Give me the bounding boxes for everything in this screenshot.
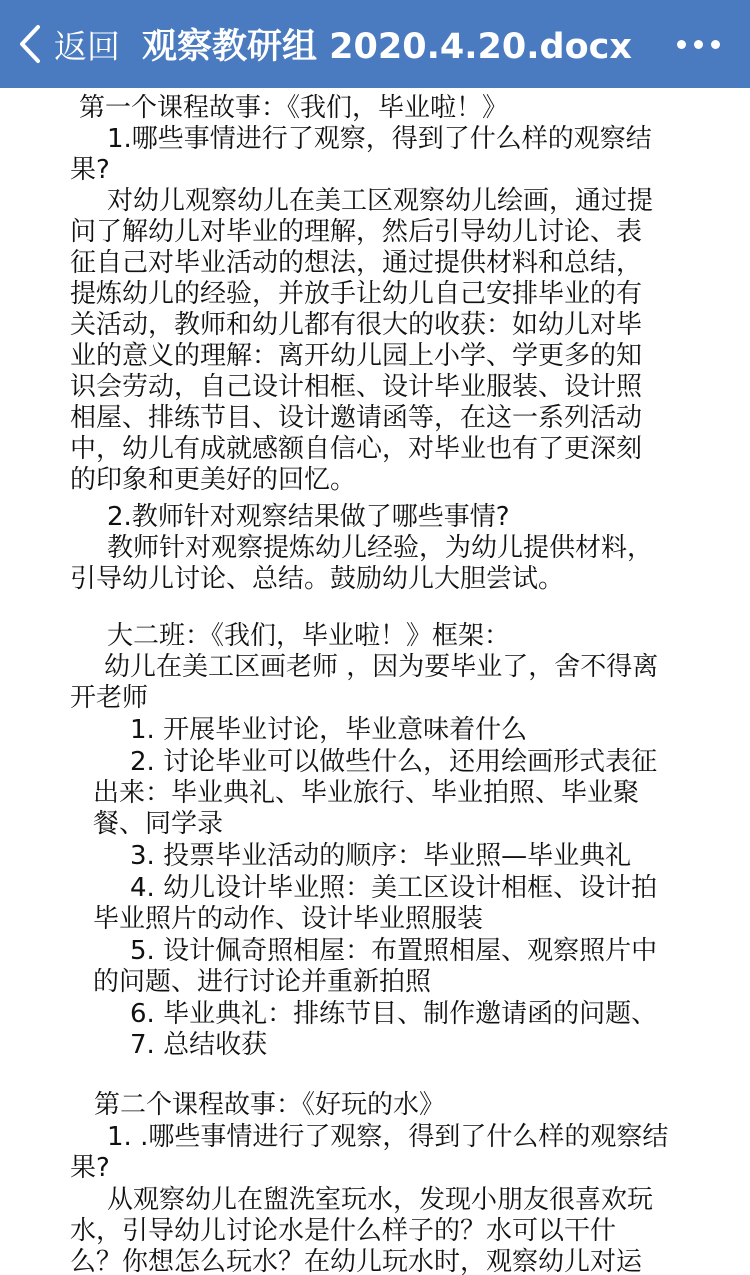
text-line: 对幼儿观察幼儿在美工区观察幼儿绘画，通过提	[107, 186, 654, 216]
text-line: 开老师	[70, 683, 149, 713]
list-item: 6. 毕业典礼：排练节目、制作邀请函的问题、	[130, 999, 658, 1029]
text-line: 相屋、排练节目、设计邀请函等，在这一系列活动	[70, 403, 643, 433]
text-line: 的印象和更美好的回忆。	[70, 465, 357, 495]
chevron-left-icon	[14, 22, 48, 66]
text-line: 幼儿在美工区画老师 ，因为要毕业了，舍不得离	[104, 652, 659, 682]
section-heading: 第一个课程故事：《我们，毕业啦！》	[79, 93, 509, 123]
text-line: 教师针对观察提炼幼儿经验，为幼儿提供材料，	[107, 533, 654, 563]
dot-icon	[694, 40, 703, 49]
text-line: 水，引导幼儿讨论水是什么样子的？水可以干什	[70, 1216, 617, 1246]
text-line: 餐、同学录	[93, 809, 224, 839]
list-item: 4. 幼儿设计毕业照：美工区设计相框、设计拍	[130, 873, 658, 903]
list-item: 1. 开展毕业讨论，毕业意味着什么	[130, 715, 528, 745]
text-line: 关活动，教师和幼儿都有很大的收获：如幼儿对毕	[70, 310, 643, 340]
text-line: 问了解幼儿对毕业的理解，然后引导幼儿讨论、表	[70, 217, 643, 247]
dot-icon	[677, 40, 686, 49]
text-line: 中，幼儿有成就感额自信心，对毕业也有了更深刻	[70, 434, 643, 464]
list-item: 5. 设计佩奇照相屋：布置照相屋、观察照片中	[130, 936, 658, 966]
back-label: 返回	[54, 26, 120, 66]
navigation-bar	[0, 0, 750, 88]
text-line: 出来：毕业典礼、毕业旅行、毕业拍照、毕业聚	[93, 778, 640, 808]
text-line: 从观察幼儿在盥洗室玩水，发现小朋友很喜欢玩	[107, 1185, 654, 1215]
back-button[interactable]	[14, 0, 120, 88]
text-line: 毕业照片的动作、设计毕业照服装	[93, 904, 484, 934]
list-item: 2. 讨论毕业可以做些什么，还用绘画形式表征	[130, 747, 658, 777]
list-item: 3. 投票毕业活动的顺序：毕业照—毕业典礼	[130, 841, 632, 871]
text-line: 的问题、进行讨论并重新拍照	[93, 967, 432, 997]
question-line: 1. .哪些事情进行了观察，得到了什么样的观察结	[107, 1122, 669, 1152]
text-line: 么？你想怎么玩水？在幼儿玩水时，观察幼儿对运	[70, 1247, 643, 1275]
text-line: 果?	[70, 155, 110, 185]
more-options-button[interactable]	[669, 0, 720, 88]
question-line: 1.哪些事情进行了观察，得到了什么样的观察结	[107, 124, 652, 154]
section-heading: 第二个课程故事：《好玩的水》	[94, 1090, 446, 1120]
text-line: 提炼幼儿的经验，并放手让幼儿自己安排毕业的有	[70, 279, 643, 309]
document-body[interactable]	[0, 88, 750, 1275]
text-line: 业的意义的理解：离开幼儿园上小学、学更多的知	[70, 341, 643, 371]
document-title: 观察教研组 2020.4.20.docx	[142, 27, 632, 67]
list-item: 7. 总结收获	[130, 1030, 268, 1060]
text-line: 果?	[70, 1153, 110, 1183]
section-heading: 大二班：《我们，毕业啦！》框架：	[107, 621, 511, 651]
text-line: 识会劳动，自己设计相框、设计毕业服装、设计照	[70, 372, 643, 402]
question-line: 2.教师针对观察结果做了哪些事情?	[107, 502, 510, 532]
text-line: 引导幼儿讨论、总结。鼓励幼儿大胆尝试。	[70, 564, 565, 594]
dot-icon	[711, 40, 720, 49]
text-line: 征自己对毕业活动的想法，通过提供材料和总结，	[70, 248, 643, 278]
